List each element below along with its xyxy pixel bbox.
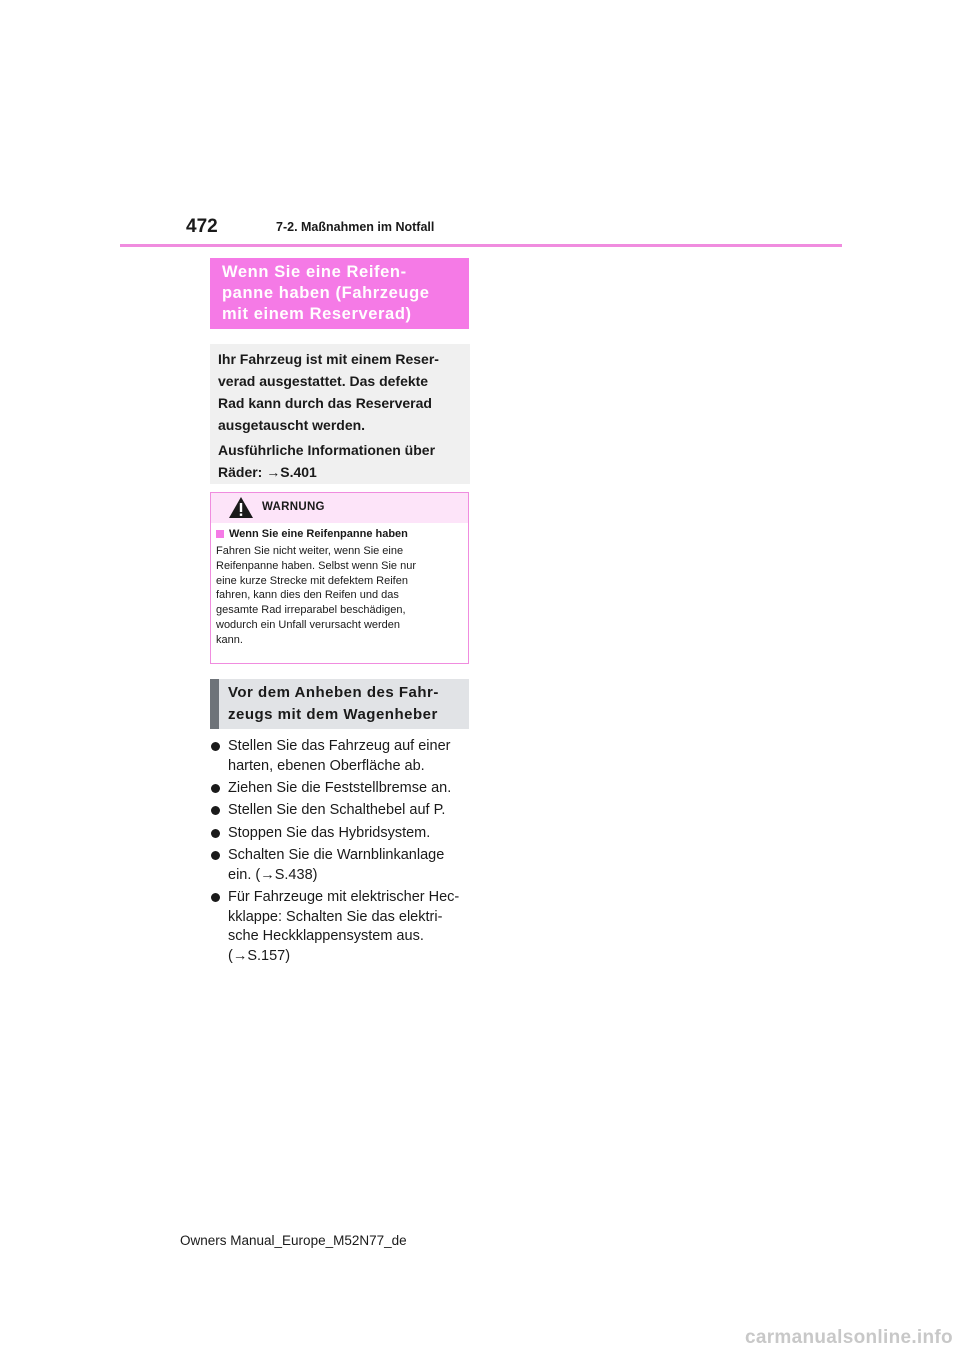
bullet-icon [211,829,220,838]
footer-text: Owners Manual_Europe_M52N77_de [180,1233,407,1248]
bullet-icon [211,742,220,751]
warning-body [211,523,468,648]
section-title: 7-2. Maßnahmen im Notfall [276,220,435,234]
list-item [210,779,472,799]
bullet-icon [211,893,220,902]
list-item-text: Stellen Sie das Fahrzeug auf einer harten, ebenen Oberfläche ab. [228,738,451,774]
warning-triangle-icon [228,496,254,519]
list-item [210,888,472,967]
header-divider [120,244,842,247]
jack-heading [210,679,469,729]
info-box [210,344,470,484]
info-paragraph-1: Ihr Fahrzeug ist mit einem Reser- verad ausgestattet. Das defekte Rad kann durch das Reserverad ausgetauscht werden. [218,351,439,433]
warning-subheading [216,527,462,541]
list-item-text: Für Fahrzeuge mit elektrischer Hec- kklappe: Schalten Sie das elektri- sche Heckklappensystem aus. (→S.157) [228,888,460,964]
warning-label: WARNUNG [262,501,325,513]
list-item-text: Stoppen Sie das Hybridsystem. [228,824,431,841]
list-item [210,824,472,844]
list-item-text: Ziehen Sie die Feststellbremse an. [228,780,452,796]
bullet-icon [211,806,220,815]
list-item [210,737,472,776]
preparation-list [210,737,472,969]
warning-box [210,492,469,664]
warning-text: Fahren Sie nicht weiter, wenn Sie eine Reifenpanne haben. Selbst wenn Sie nur eine kurze Strecke mit defektem Reifen fahren, kann dies den Reifen und das gesamte Rad irreparabel beschädigen, wodurch ein Unfall verursacht werden kann. [216,545,416,646]
list-item [210,801,472,821]
list-item-text: Stellen Sie den Schalthebel auf P. [228,802,446,819]
warning-subheading-text: Wenn Sie eine Reifenpanne haben [229,528,408,540]
watermark: carmanualsonline.info [745,1327,953,1348]
square-bullet-icon [216,530,224,538]
list-item-text: Schalten Sie die Warnblinkanlage ein. (→S.438) [228,846,445,883]
tire-puncture-heading-text: Wenn Sie eine Reifen- panne haben (Fahrzeuge mit einem Reserverad) [222,263,430,323]
jack-heading-text: Vor dem Anheben des Fahr- zeugs mit dem Wagenheber [228,684,439,723]
bullet-icon [211,784,220,793]
info-paragraph-2: Ausführliche Informationen über Räder: →S.401 [218,442,436,480]
bullet-icon [211,851,220,860]
tire-puncture-heading [210,258,469,329]
heading-accent-bar [210,679,219,729]
list-item [210,846,472,885]
page-number: 472 [186,216,218,237]
warning-header [211,493,468,523]
